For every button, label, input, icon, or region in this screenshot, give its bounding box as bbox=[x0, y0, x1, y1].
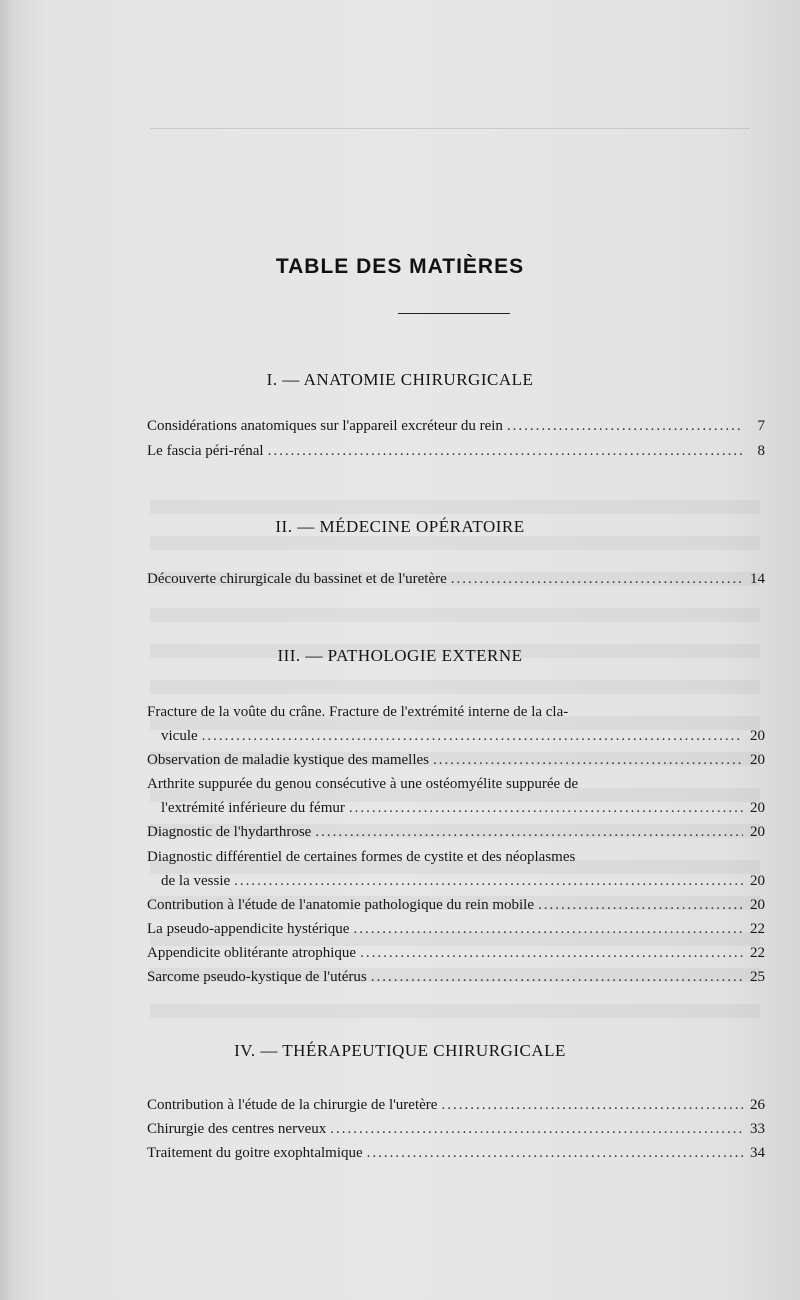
toc-entry[interactable] bbox=[147, 893, 765, 917]
page-number: 20 bbox=[750, 897, 765, 913]
section-heading-anatomie: I. — ANATOMIE CHIRURGICALE bbox=[266, 370, 534, 389]
page-number: 22 bbox=[750, 921, 765, 937]
title-divider bbox=[398, 313, 510, 314]
toc-entry[interactable] bbox=[147, 1093, 765, 1117]
toc-entry[interactable] bbox=[147, 1117, 765, 1141]
entry-text: Observation de maladie kystique des mamelles bbox=[147, 752, 430, 768]
entry-text: Contribution à l'étude de l'anatomie pathologique du rein mobile bbox=[147, 897, 534, 913]
page-number: 8 bbox=[757, 443, 765, 459]
page-number: 34 bbox=[750, 1145, 765, 1161]
page-number: 25 bbox=[750, 969, 765, 985]
page-number: 14 bbox=[750, 571, 765, 587]
toc-entry[interactable] bbox=[147, 941, 765, 965]
leader-dots bbox=[507, 414, 743, 438]
leader-dots bbox=[360, 941, 743, 965]
page-number: 20 bbox=[750, 752, 765, 768]
toc-entry[interactable] bbox=[147, 845, 765, 893]
leader-dots bbox=[268, 439, 743, 463]
entry-text: Traitement du goitre exophtalmique bbox=[147, 1145, 363, 1161]
toc-entry[interactable] bbox=[147, 772, 765, 820]
toc-entry[interactable] bbox=[147, 820, 765, 844]
entry-text: Découverte chirurgicale du bassinet et de l'uretère bbox=[147, 571, 447, 587]
leader-dots bbox=[349, 796, 743, 820]
page-number: 26 bbox=[750, 1097, 765, 1113]
toc-entry[interactable] bbox=[147, 439, 765, 463]
leader-dots bbox=[234, 869, 743, 893]
toc-entry[interactable] bbox=[147, 567, 765, 591]
page-number: 22 bbox=[750, 945, 765, 961]
page-title: TABLE DES MATIÈRES bbox=[275, 255, 525, 278]
entry-text: La pseudo-appendicite hystérique bbox=[147, 921, 350, 937]
toc-entry[interactable] bbox=[147, 1141, 765, 1165]
entry-text: Sarcome pseudo-kystique de l'utérus bbox=[147, 969, 367, 985]
entry-text: Diagnostic différentiel de certaines formes de cystite et des néoplasmes bbox=[147, 849, 576, 865]
entry-text: Fracture de la voûte du crâne. Fracture de l'extrémité interne de la cla- bbox=[147, 704, 569, 720]
entry-text-continued: de la vessie bbox=[161, 873, 231, 889]
section-heading-pathologie: III. — PATHOLOGIE EXTERNE bbox=[277, 646, 523, 665]
page-number: 7 bbox=[757, 418, 765, 434]
page-number: 20 bbox=[750, 873, 765, 889]
toc-entry[interactable] bbox=[147, 917, 765, 941]
page-number: 33 bbox=[750, 1121, 765, 1137]
entry-text: Diagnostic de l'hydarthrose bbox=[147, 824, 312, 840]
show-through-rule bbox=[150, 128, 750, 129]
toc-entry[interactable] bbox=[147, 414, 765, 438]
entry-text: Le fascia péri-rénal bbox=[147, 443, 264, 459]
page-number: 20 bbox=[750, 824, 765, 840]
page-number: 20 bbox=[750, 800, 765, 816]
entry-text-continued: vicule bbox=[161, 728, 198, 744]
leader-dots bbox=[353, 917, 743, 941]
leader-dots bbox=[538, 893, 743, 917]
toc-entry[interactable] bbox=[147, 965, 765, 989]
leader-dots bbox=[330, 1117, 743, 1141]
entry-text: Considérations anatomiques sur l'appareil excréteur du rein bbox=[147, 418, 503, 434]
toc-entry[interactable] bbox=[147, 748, 765, 772]
leader-dots bbox=[367, 1141, 743, 1165]
leader-dots bbox=[371, 965, 743, 989]
leader-dots bbox=[315, 820, 743, 844]
leader-dots bbox=[433, 748, 743, 772]
toc-entry[interactable] bbox=[147, 700, 765, 748]
entry-text: Arthrite suppurée du genou consécutive à une ostéomyélite suppurée de bbox=[147, 776, 579, 792]
entry-text: Appendicite oblitérante atrophique bbox=[147, 945, 357, 961]
section-heading-therapeutique: IV. — THÉRAPEUTIQUE CHIRURGICALE bbox=[234, 1041, 566, 1060]
section-heading-medecine: II. — MÉDECINE OPÉRATOIRE bbox=[275, 517, 525, 536]
leader-dots bbox=[441, 1093, 743, 1117]
entry-text: Chirurgie des centres nerveux bbox=[147, 1121, 327, 1137]
entry-text: Contribution à l'étude de la chirurgie de l'uretère bbox=[147, 1097, 438, 1113]
leader-dots bbox=[202, 724, 743, 748]
page-number: 20 bbox=[750, 728, 765, 744]
entry-text-continued: l'extrémité inférieure du fémur bbox=[161, 800, 345, 816]
leader-dots bbox=[451, 567, 743, 591]
